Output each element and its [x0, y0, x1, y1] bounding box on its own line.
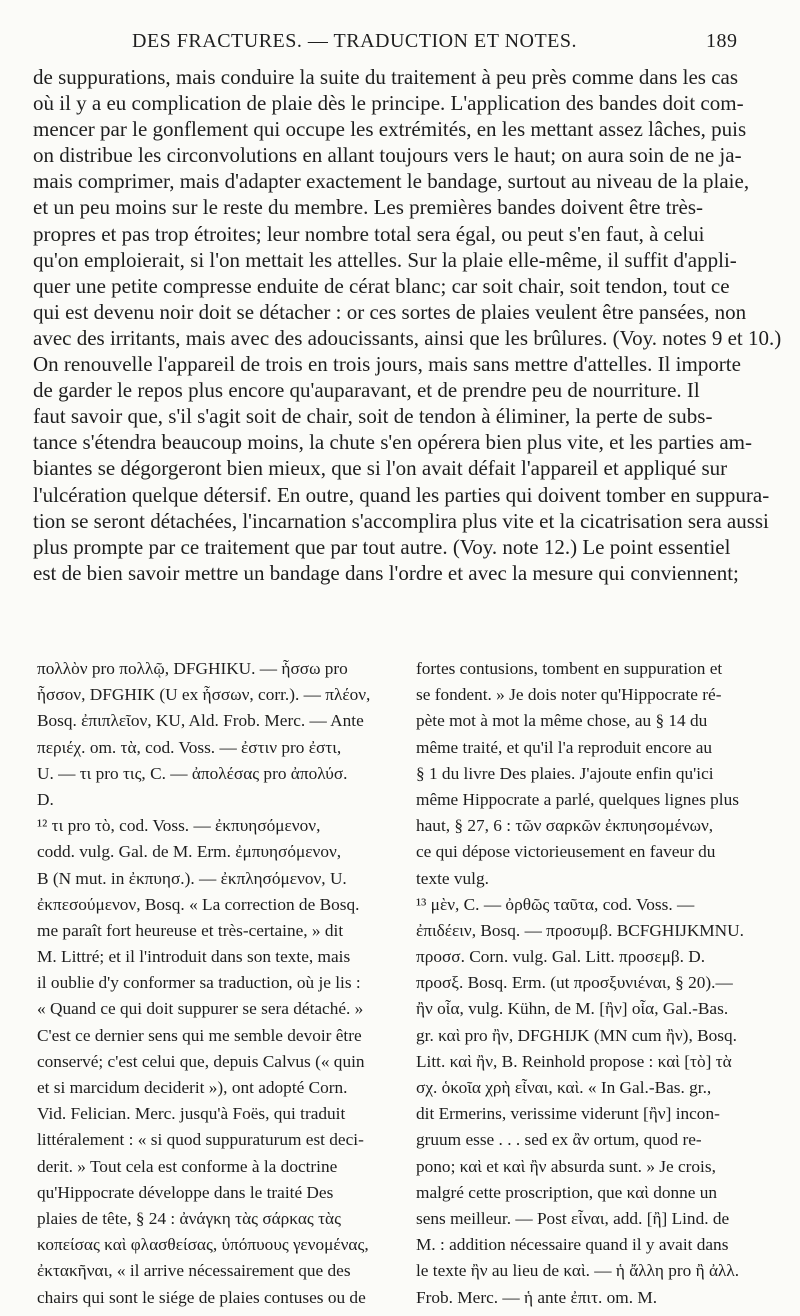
text-line: de garder le repos plus encore qu'auparavant, et de prendre peu de nourriture. Il	[33, 378, 700, 403]
text-line: est de bien savoir mettre un bandage dans l'ordre et avec la mesure qui conviennent;	[33, 560, 739, 585]
text-line: plaies de tête, § 24 : ἀνάγκη τὰς σάρκας τὰς	[37, 1208, 341, 1228]
text-line: littéralement : « si quod suppuraturum est deci-	[37, 1130, 364, 1150]
text-line: tion se seront détachées, l'incarnation s'accomplira plus vite et la cicatrisation sera aussi	[33, 508, 769, 533]
text-line: Bosq. ἐπιπλεῖον, KU, Ald. Frob. Merc. — Ante	[37, 711, 364, 731]
text-line: « Quand ce qui doit suppurer se sera détaché. »	[37, 999, 364, 1019]
text-line: On renouvelle l'appareil de trois en trois jours, mais sans mettre d'attelles. Il importe	[33, 352, 741, 377]
text-line: ¹² τι pro τὸ, cod. Voss. — ἐκπυησόμενον,	[37, 816, 321, 836]
text-line: le texte ἢν au lieu de καὶ. — ἡ ἄλλη pro ἢ ἀλλ.	[416, 1261, 740, 1281]
text-line: pète mot à mot la même chose, au § 14 du	[416, 711, 708, 731]
text-line: l'ulcération quelque détersif. En outre, quand les parties qui doivent tomber en suppura-	[33, 482, 770, 507]
text-line: ἐκτακῆναι, « il arrive nécessairement que des	[37, 1261, 351, 1281]
text-line: même traité, et qu'il l'a reproduit encore au	[416, 737, 713, 757]
text-line: même Hippocrate a parlé, quelques lignes plus	[416, 789, 739, 809]
text-line: M. Littré; et il l'introduit dans son texte, mais	[37, 947, 351, 967]
text-line: et un peu moins sur le reste du membre. Les premières bandes doivent être très-	[33, 195, 704, 220]
text-line: il oublie d'y conformer sa traduction, où je lis :	[37, 973, 361, 993]
text-line: gr. καὶ pro ἢν, DFGHIJK (MN cum ἢν), Bosq.	[416, 1025, 737, 1045]
text-line: conservé; c'est celui que, depuis Calvus (« quin	[37, 1051, 365, 1071]
text-line: Frob. Merc. — ἡ ante ἐπιτ. om. M.	[416, 1287, 658, 1307]
text-line: mencer par le gonflement qui occupe les extrémités, en les mettant assez lâches, puis	[33, 117, 747, 142]
text-line: πολλὸν pro πολλῷ, DFGHIKU. — ἧσσω pro	[37, 659, 348, 678]
text-line: ἧσσον, DFGHIK (U ex ἧσσων, corr.). — πλέον,	[37, 685, 371, 705]
text-line: on distribue les circonvolutions en allant toujours vers le haut; on aura soin de ne ja-	[33, 143, 742, 168]
text-line: dit Ermerins, verissime viderunt [ἢν] incon-	[416, 1104, 720, 1124]
text-line: pono; καὶ et καὶ ἢν absurda sunt. » Je crois,	[416, 1156, 716, 1176]
text-line: sens meilleur. — Post εἶναι, add. [ἢ] Lind. de	[416, 1208, 730, 1228]
text-line: ¹³ μὲν, C. — ὀρθῶς ταῦτα, cod. Voss. —	[416, 894, 695, 914]
text-line: U. — τι pro τις, C. — ἀπολέσας pro ἀπολύσ.	[37, 763, 348, 783]
text-line: προσσ. Corn. vulg. Gal. Litt. προσεμβ. D.	[416, 947, 706, 967]
text-line: M. : addition nécessaire quand il y avait dans	[416, 1235, 729, 1255]
running-title: DES FRACTURES. — TRADUCTION ET NOTES.	[132, 30, 578, 52]
text-line: qu'Hippocrate développe dans le traité Des	[37, 1182, 334, 1202]
text-line: C'est ce dernier sens qui me semble devoir être	[37, 1025, 362, 1045]
text-line: haut, § 27, 6 : τῶν σαρκῶν ἐκπυησομένων,	[416, 816, 714, 836]
text-line: plus prompte par ce traitement que par tout autre. (Voy. note 12.) Le point essentiel	[33, 534, 731, 559]
text-line: tance s'étendra beaucoup moins, la chute s'en opérera bien plus vite, et les parties am-	[33, 430, 752, 455]
text-line: B (N mut. in ἐκπυησ.). — ἐκπλησόμενον, U.	[37, 868, 347, 888]
text-line: qui est devenu noir doit se détacher : or ces sortes de plaies veulent être pansées, non	[33, 299, 747, 324]
text-line: avec des irritants, mais avec des adoucissants, ainsi que les brûlures. (Voy. notes 9 et 10.)	[33, 325, 782, 350]
text-line: ce qui dépose victorieusement en faveur du	[416, 842, 716, 862]
text-line: § 1 du livre Des plaies. J'ajoute enfin qu'ici	[416, 763, 714, 783]
text-line: mais comprimer, mais d'adapter exactement le bandage, surtout au niveau de la plaie,	[33, 169, 750, 194]
text-line: σχ. ὁκοῖα χρὴ εἶναι, καὶ. « In Gal.-Bas. gr.,	[416, 1078, 712, 1097]
text-line: derit. » Tout cela est conforme à la doctrine	[37, 1156, 338, 1176]
text-line: où il y a eu complication de plaie dès le principe. L'application des bandes doit com-	[33, 91, 744, 116]
text-line: ἐκπεσούμενον, Bosq. « La correction de Bosq.	[37, 894, 360, 914]
text-line: texte vulg.	[416, 868, 489, 888]
text-line: quer une petite compresse enduite de cérat blanc; car soit chair, soit tendon, tout ce	[33, 273, 730, 298]
page-number: 189	[706, 30, 738, 52]
text-line: qu'on emploierait, si l'on mettait les attelles. Sur la plaie elle-même, il suffit d'appli-	[33, 247, 737, 272]
text-line: fortes contusions, tombent en suppuration et	[416, 659, 723, 678]
text-line: ἐπιδέειν, Bosq. — προσυμβ. BCFGHIJKMNU.	[416, 920, 744, 940]
text-line: D.	[37, 789, 54, 809]
text-line: malgré cette proscription, que καὶ donne un	[416, 1182, 718, 1202]
text-line: faut savoir que, s'il s'agit soit de chair, soit de tendon à éliminer, la perte de subs-	[33, 404, 713, 429]
main-text	[33, 64, 781, 586]
text-line: gruum esse . . . sed ex ἂν ortum, quod re-	[416, 1130, 702, 1150]
text-line: me paraît fort heureuse et très-certaine, » dit	[37, 920, 344, 940]
text-line: περιέχ. om. τὰ, cod. Voss. — ἐστιν pro ἐστι,	[37, 737, 342, 757]
text-line: προσξ. Bosq. Erm. (ut προσξυνιέναι, § 20).—	[416, 973, 733, 993]
text-line: κοπείσας καὶ φλασθείσας, ὑπόπυους γενομένας,	[37, 1235, 369, 1255]
text-line: Vid. Felician. Merc. jusqu'à Foës, qui traduit	[37, 1104, 346, 1124]
running-header	[0, 28, 800, 60]
text-line: de suppurations, mais conduire la suite du traitement à peu près comme dans les cas	[33, 65, 739, 89]
text-line: ἢν οἷα, vulg. Kühn, de M. [ἢν] οἷα, Gal.-Bas.	[416, 999, 729, 1019]
text-line: se fondent. » Je dois noter qu'Hippocrate ré-	[416, 685, 722, 705]
notes-right-column	[416, 656, 784, 1311]
text-line: Litt. καὶ ἢν, B. Reinhold propose : καὶ [τὸ] τὰ	[416, 1051, 732, 1071]
text-line: propres et pas trop étroites; leur nombre total sera égal, ou peut s'en faut, à celui	[33, 221, 705, 246]
notes-left-column	[37, 656, 405, 1311]
text-line: chairs qui sont le siége de plaies contuses ou de	[37, 1287, 366, 1307]
text-line: et si marcidum deciderit »), ont adopté Corn.	[37, 1078, 348, 1097]
text-line: biantes se dégorgeront bien mieux, que si l'on avait défait l'appareil et appliqué sur	[33, 456, 728, 481]
text-line: codd. vulg. Gal. de M. Erm. ἐμπυησόμενον,	[37, 842, 342, 862]
